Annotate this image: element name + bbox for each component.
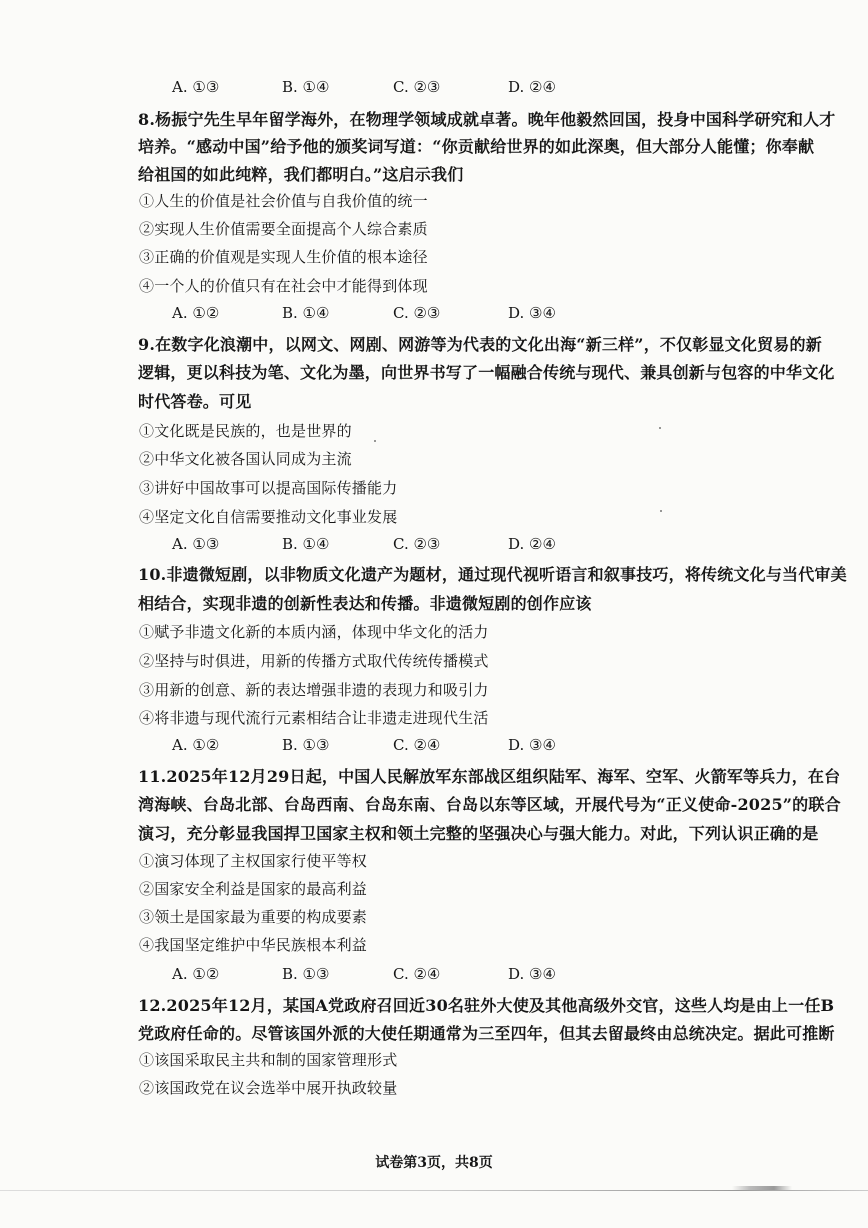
q9-option-1: ①文化既是民族的，也是世界的: [139, 422, 352, 440]
q10-stem-line-1: 10.非遗微短剧，以非物质文化遗产为题材，通过现代视听语言和叙事技巧，将传统文化与当代审美: [138, 565, 847, 584]
q10-choice-d[interactable]: D. ③④: [508, 736, 556, 754]
scan-speck: [660, 510, 662, 512]
q9-option-4: ④坚定文化自信需要推动文化事业发展: [139, 508, 398, 526]
q9-choice-d[interactable]: D. ②④: [508, 535, 556, 553]
q8-choice-a[interactable]: A. ①②: [172, 304, 220, 322]
q9-stem-line-1: 9.在数字化浪潮中，以网文、网剧、网游等为代表的文化出海“新三样”，不仅彰显文化贸易的新: [138, 335, 822, 354]
q9-choice-c[interactable]: C. ②③: [393, 535, 441, 553]
q8-choice-d[interactable]: D. ③④: [508, 304, 556, 322]
q7-choice-b[interactable]: B. ①④: [282, 78, 330, 96]
q9-stem-line-3: 时代答卷。可见: [138, 392, 252, 411]
q11-stem-line-1: 11.2025年12月29日起，中国人民解放军东部战区组织陆军、海军、空军、火箭军等兵力，在台: [138, 767, 841, 786]
q8-choice-c[interactable]: C. ②③: [393, 304, 441, 322]
scan-edge-line: [0, 1190, 868, 1191]
q9-option-3: ③讲好中国故事可以提高国际传播能力: [139, 479, 398, 497]
q8-option-3: ③正确的价值观是实现人生价值的根本途径: [139, 248, 428, 266]
scan-speck: [659, 427, 661, 429]
q11-option-2: ②国家安全利益是国家的最高利益: [139, 880, 368, 898]
q12-option-2: ②该国政党在议会选举中展开执政较量: [139, 1079, 398, 1097]
q10-option-2: ②坚持与时俱进，用新的传播方式取代传统传播模式: [139, 652, 489, 670]
q11-stem-line-2: 湾海峡、台岛北部、台岛西南、台岛东南、台岛以东等区域，开展代号为“正义使命-2025”的联合: [138, 795, 841, 814]
q8-stem-line-2: 培养。“感动中国”给予他的颁奖词写道：“你贡献给世界的如此深奥，但大部分人能懂；你奉献: [138, 137, 815, 156]
q8-stem-line-1: 8.杨振宁先生早年留学海外，在物理学领域成就卓著。晚年他毅然回国，投身中国科学研究和人才: [138, 110, 836, 129]
q11-choice-a[interactable]: A. ①②: [172, 965, 220, 983]
q10-choice-a[interactable]: A. ①②: [172, 736, 220, 754]
q10-option-4: ④将非遗与现代流行元素相结合让非遗走进现代生活: [139, 709, 489, 727]
q10-choice-b[interactable]: B. ①③: [282, 736, 330, 754]
q10-choice-c[interactable]: C. ②④: [393, 736, 441, 754]
q9-choice-a[interactable]: A. ①③: [172, 535, 220, 553]
q9-option-2: ②中华文化被各国认同成为主流: [139, 450, 352, 468]
q8-stem-line-3: 给祖国的如此纯粹，我们都明白。”这启示我们: [138, 165, 464, 184]
q11-stem-line-3: 演习，充分彰显我国捍卫国家主权和领土完整的坚强决心与强大能力。对此，下列认识正确的是: [138, 824, 819, 843]
q8-choice-b[interactable]: B. ①④: [282, 304, 330, 322]
q11-choice-d[interactable]: D. ③④: [508, 965, 556, 983]
q8-option-4: ④一个人的价值只有在社会中才能得到体现: [139, 277, 428, 295]
q12-option-1: ①该国采取民主共和制的国家管理形式: [139, 1051, 398, 1069]
q12-stem-line-1: 12.2025年12月，某国A党政府召回近30名驻外大使及其他高级外交官，这些人均是由上一任B: [138, 996, 835, 1015]
q12-stem-line-2: 党政府任命的。尽管该国外派的大使任期通常为三至四年，但其去留最终由总统决定。据此可推断: [138, 1024, 835, 1043]
q10-stem-line-2: 相结合，实现非遗的创新性表达和传播。非遗微短剧的创作应该: [138, 594, 592, 613]
q11-choice-b[interactable]: B. ①③: [282, 965, 330, 983]
q10-option-3: ③用新的创意、新的表达增强非遗的表现力和吸引力: [139, 681, 489, 699]
q9-stem-line-2: 逻辑，更以科技为笔、文化为墨，向世界书写了一幅融合传统与现代、兼具创新与包容的中华文化: [138, 363, 835, 382]
scan-speck: [374, 440, 376, 442]
q11-option-1: ①演习体现了主权国家行使平等权: [139, 852, 368, 870]
q11-option-4: ④我国坚定维护中华民族根本利益: [139, 936, 368, 954]
q7-choice-a[interactable]: A. ①③: [172, 78, 220, 96]
q9-choice-b[interactable]: B. ①④: [282, 535, 330, 553]
q10-option-1: ①赋予非遗文化新的本质内涵，体现中华文化的活力: [139, 623, 489, 641]
q11-option-3: ③领土是国家最为重要的构成要素: [139, 908, 368, 926]
q11-choice-c[interactable]: C. ②④: [393, 965, 441, 983]
q8-option-1: ①人生的价值是社会价值与自我价值的统一: [139, 192, 428, 210]
scan-mark: [732, 1186, 792, 1190]
page-footer: 试卷第3页，共8页: [375, 1155, 493, 1171]
q8-option-2: ②实现人生价值需要全面提高个人综合素质: [139, 220, 428, 238]
q7-choice-c[interactable]: C. ②③: [393, 78, 441, 96]
q7-choice-d[interactable]: D. ②④: [508, 78, 556, 96]
